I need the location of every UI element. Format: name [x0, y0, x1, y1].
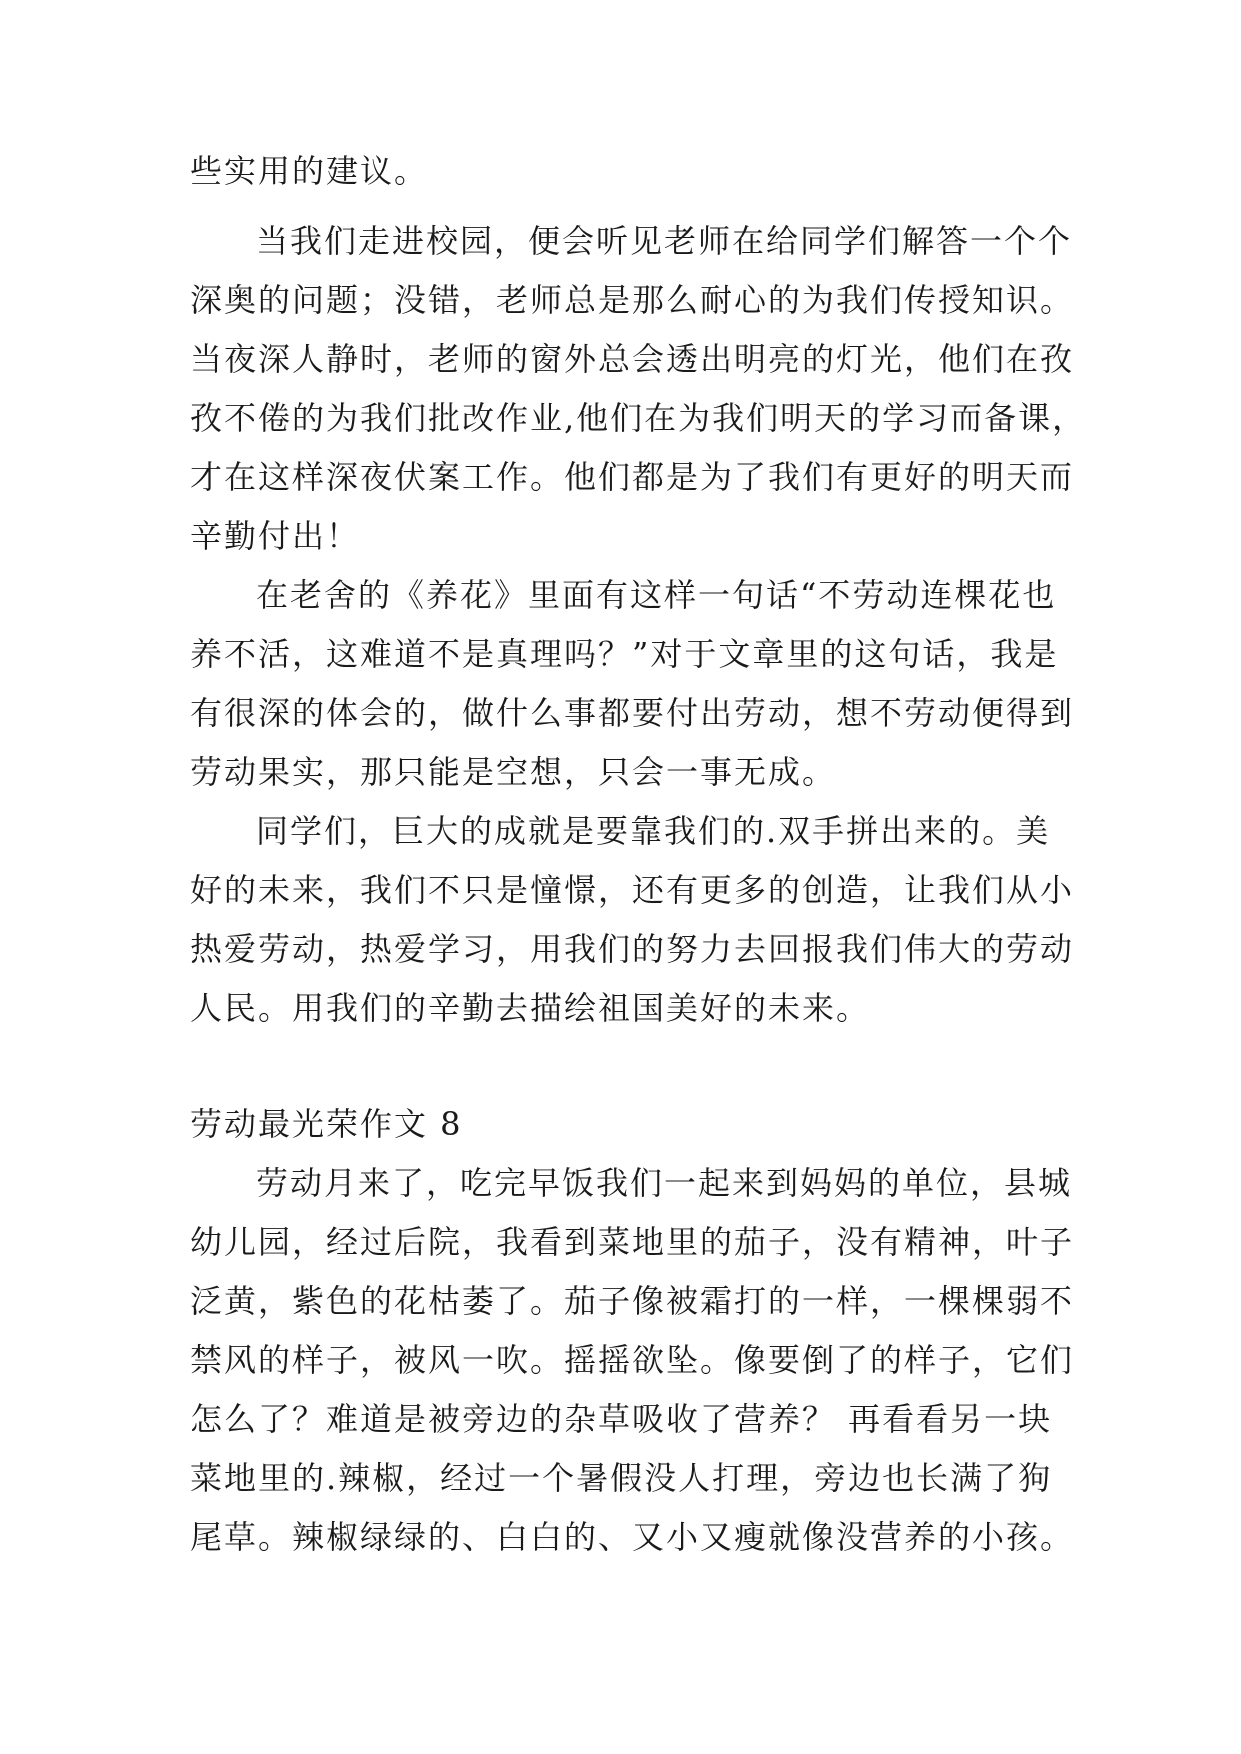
section-heading: 劳动最光荣作文 8 [190, 1105, 463, 1143]
paragraph-line: 在老舍的《养花》里面有这样一句话“不劳动连棵花也 [256, 576, 1057, 614]
paragraph-line: 同学们，巨大的成就是要靠我们的.双手拼出来的。美 [256, 812, 1051, 850]
paragraph-line: 泛黄，紫色的花枯萎了。茄子像被霜打的一样，一棵棵弱不 [190, 1282, 1075, 1320]
paragraph-line: 劳动月来了，吃完早饭我们一起来到妈妈的单位，县城 [256, 1164, 1073, 1202]
paragraph-line: 好的未来，我们不只是憧憬，还有更多的创造，让我们从小 [190, 871, 1075, 909]
paragraph-line: 热爱劳动，热爱学习，用我们的努力去回报我们伟大的劳动 [190, 930, 1075, 968]
paragraph-line: 劳动果实，那只能是空想，只会一事无成。 [190, 753, 837, 791]
paragraph-line: 禁风的样子，被风一吹。摇摇欲坠。像要倒了的样子，它们 [190, 1341, 1075, 1379]
paragraph-line: 些实用的建议。 [190, 152, 429, 190]
paragraph-line: 才在这样深夜伏案工作。他们都是为了我们有更好的明天而 [190, 458, 1075, 496]
paragraph-line: 怎么了？难道是被旁边的杂草吸收了营养？ 再看看另一块 [190, 1400, 1053, 1438]
paragraph-line: 孜不倦的为我们批改作业,他们在为我们明天的学习而备课， [190, 399, 1087, 437]
paragraph-line: 养不活，这难道不是真理吗？”对于文章里的这句话，我是 [190, 635, 1059, 673]
paragraph-line: 辛勤付出！ [190, 517, 361, 555]
paragraph-line: 尾草。辣椒绿绿的、白白的、又小又瘦就像没营养的小孩。 [190, 1518, 1075, 1556]
paragraph-line: 幼儿园，经过后院，我看到菜地里的茄子，没有精神，叶子 [190, 1223, 1075, 1261]
paragraph-line: 人民。用我们的辛勤去描绘祖国美好的未来。 [190, 989, 871, 1027]
paragraph-line: 当夜深人静时，老师的窗外总会透出明亮的灯光，他们在孜 [190, 340, 1075, 378]
paragraph-line: 菜地里的.辣椒，经过一个暑假没人打理，旁边也长满了狗 [190, 1459, 1053, 1497]
paragraph-line: 当我们走进校园，便会听见老师在给同学们解答一个个 [256, 222, 1073, 260]
paragraph-line: 深奥的问题；没错，老师总是那么耐心的为我们传授知识。 [190, 281, 1075, 319]
paragraph-line: 有很深的体会的，做什么事都要付出劳动，想不劳动便得到 [190, 694, 1075, 732]
